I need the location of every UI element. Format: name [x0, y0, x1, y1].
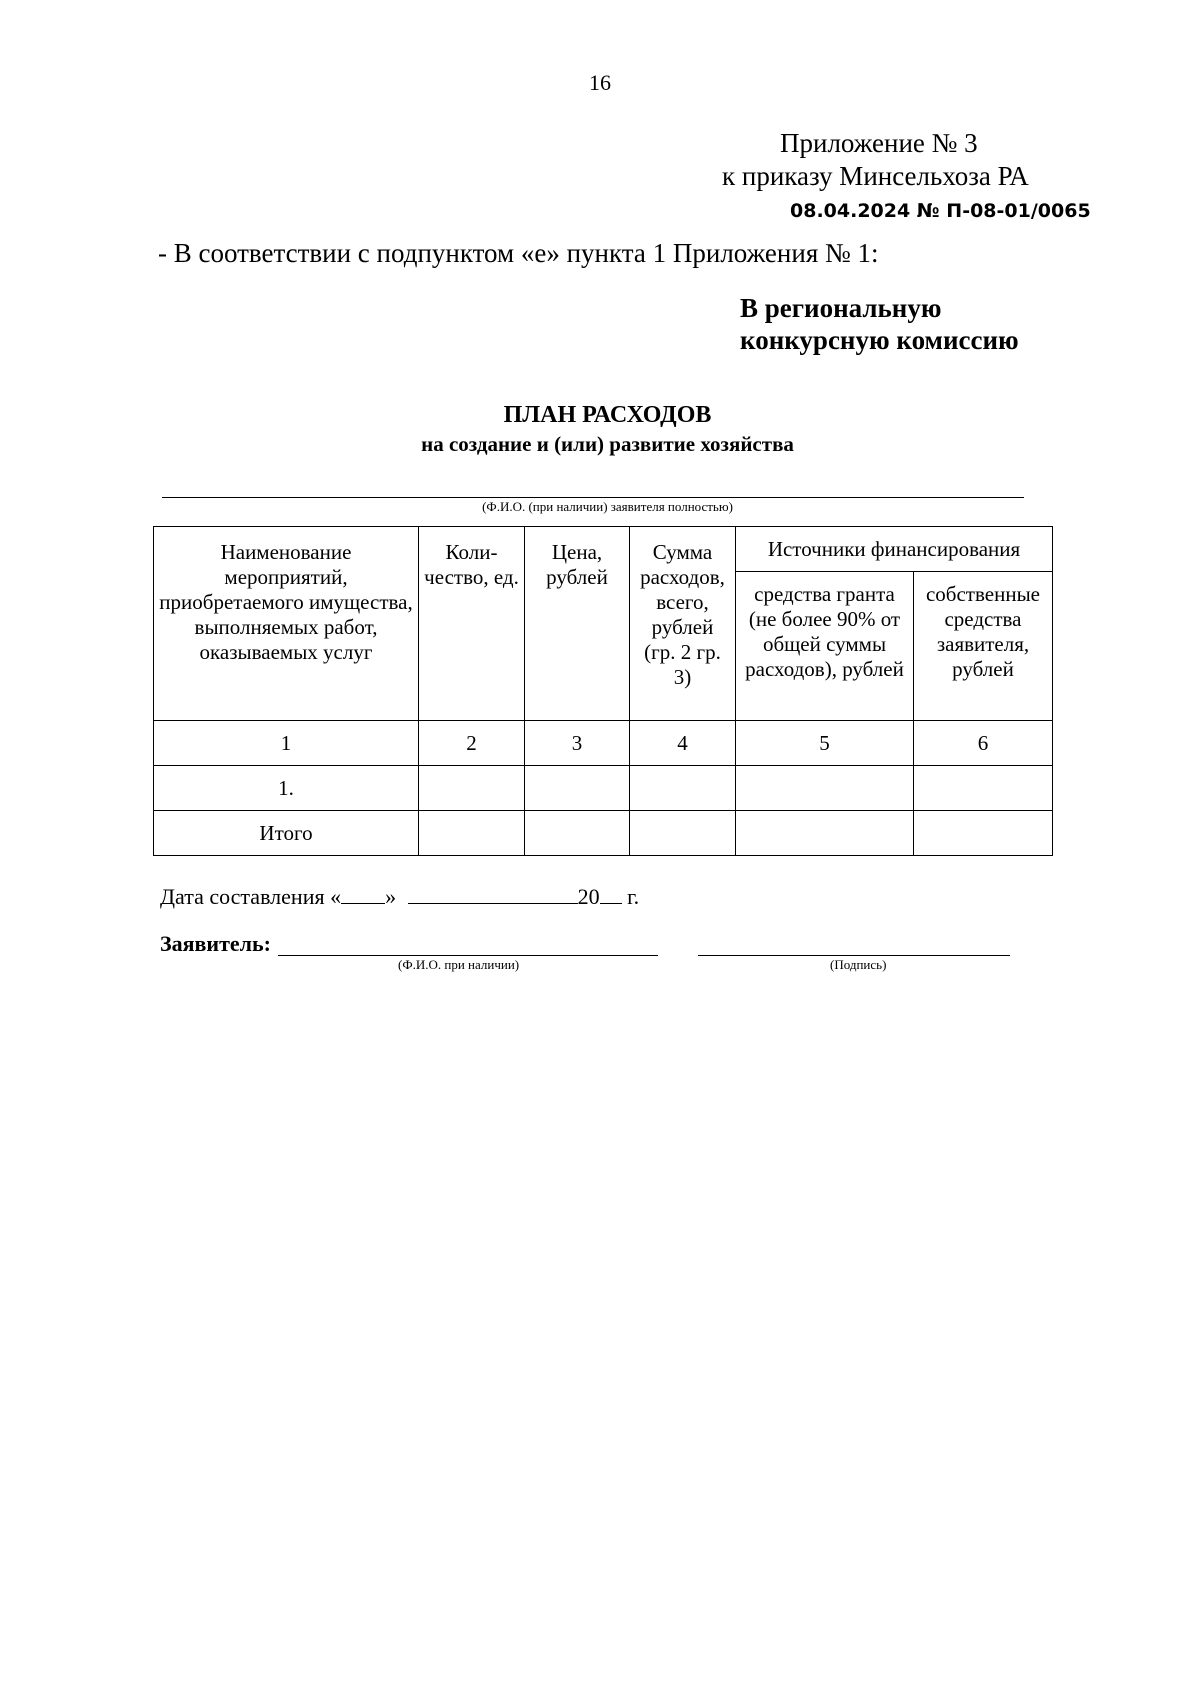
page-number: 16	[589, 70, 611, 95]
date-month-blank[interactable]	[408, 883, 578, 904]
header-cell-quantity: Коли-чество, ед.	[419, 527, 525, 721]
table-cell[interactable]	[525, 811, 630, 856]
appendix-order-reference: к приказу Минсельхоза РА	[722, 161, 1029, 191]
header-cell-own-funds: собственные средства заявителя, рублей	[914, 572, 1053, 721]
table-cell[interactable]	[914, 766, 1053, 811]
order-number: 08.04.2024 № П-08-01/0065	[790, 200, 1091, 222]
column-number: 5	[736, 721, 914, 766]
table-cell[interactable]	[525, 766, 630, 811]
applicant-name-caption: (Ф.И.О. (при наличии) заявителя полностью)	[482, 499, 733, 514]
table-cell[interactable]	[736, 766, 914, 811]
header-cell-name: Наименование мероприятий, приобретаемого имущества, выполняемых работ, оказываемых услуг	[154, 527, 419, 721]
column-number: 1	[154, 721, 419, 766]
applicant-fio-caption: (Ф.И.О. при наличии)	[398, 957, 520, 972]
signature-line[interactable]	[698, 955, 1010, 956]
addressee-line-2: конкурсную комиссию	[740, 325, 1019, 355]
table-total-row	[154, 811, 1053, 856]
applicant-label: Заявитель:	[160, 931, 271, 956]
date-year-blank[interactable]	[600, 883, 622, 904]
header-cell-sources: Источники финансирования	[736, 527, 1053, 572]
document-subtitle: на создание и (или) развитие хозяйства	[421, 432, 794, 456]
date-label: Дата составления «	[160, 884, 342, 909]
addressee	[740, 292, 1019, 356]
table-cell[interactable]	[419, 766, 525, 811]
signature-caption: (Подпись)	[830, 957, 887, 972]
compilation-date	[160, 883, 639, 910]
applicant-fio-line[interactable]	[278, 955, 658, 956]
expense-plan-table	[153, 526, 1053, 856]
table-number-row	[154, 721, 1053, 766]
column-number: 6	[914, 721, 1053, 766]
date-year-prefix: 20	[577, 884, 600, 909]
date-day-blank[interactable]	[341, 883, 385, 904]
table-cell[interactable]	[630, 811, 736, 856]
table-header-row	[154, 527, 1053, 572]
column-number: 3	[525, 721, 630, 766]
table-row	[154, 766, 1053, 811]
table-cell[interactable]	[419, 811, 525, 856]
table-cell[interactable]	[630, 766, 736, 811]
header-cell-total: Сумма расходов, всего, рублей (гр. 2 гр. 3)	[630, 527, 736, 721]
date-quote-close: »	[385, 884, 397, 909]
addressee-line-1: В региональную	[740, 293, 942, 323]
table-cell[interactable]	[914, 811, 1053, 856]
document-title: ПЛАН РАСХОДОВ	[503, 402, 712, 428]
column-number: 2	[419, 721, 525, 766]
header-cell-grant: средства гранта (не более 90% от общей суммы расходов), рублей	[736, 572, 914, 721]
appendix-title: Приложение № 3	[780, 128, 978, 158]
applicant-name-line[interactable]	[162, 497, 1024, 498]
row-label: 1.	[154, 766, 419, 811]
header-cell-price: Цена, рублей	[525, 527, 630, 721]
total-label: Итого	[154, 811, 419, 856]
date-year-suffix: г.	[627, 884, 640, 909]
column-number: 4	[630, 721, 736, 766]
table-cell[interactable]	[736, 811, 914, 856]
intro-text: - В соответствии с подпунктом «е» пункта 1 Приложения № 1:	[158, 238, 879, 268]
